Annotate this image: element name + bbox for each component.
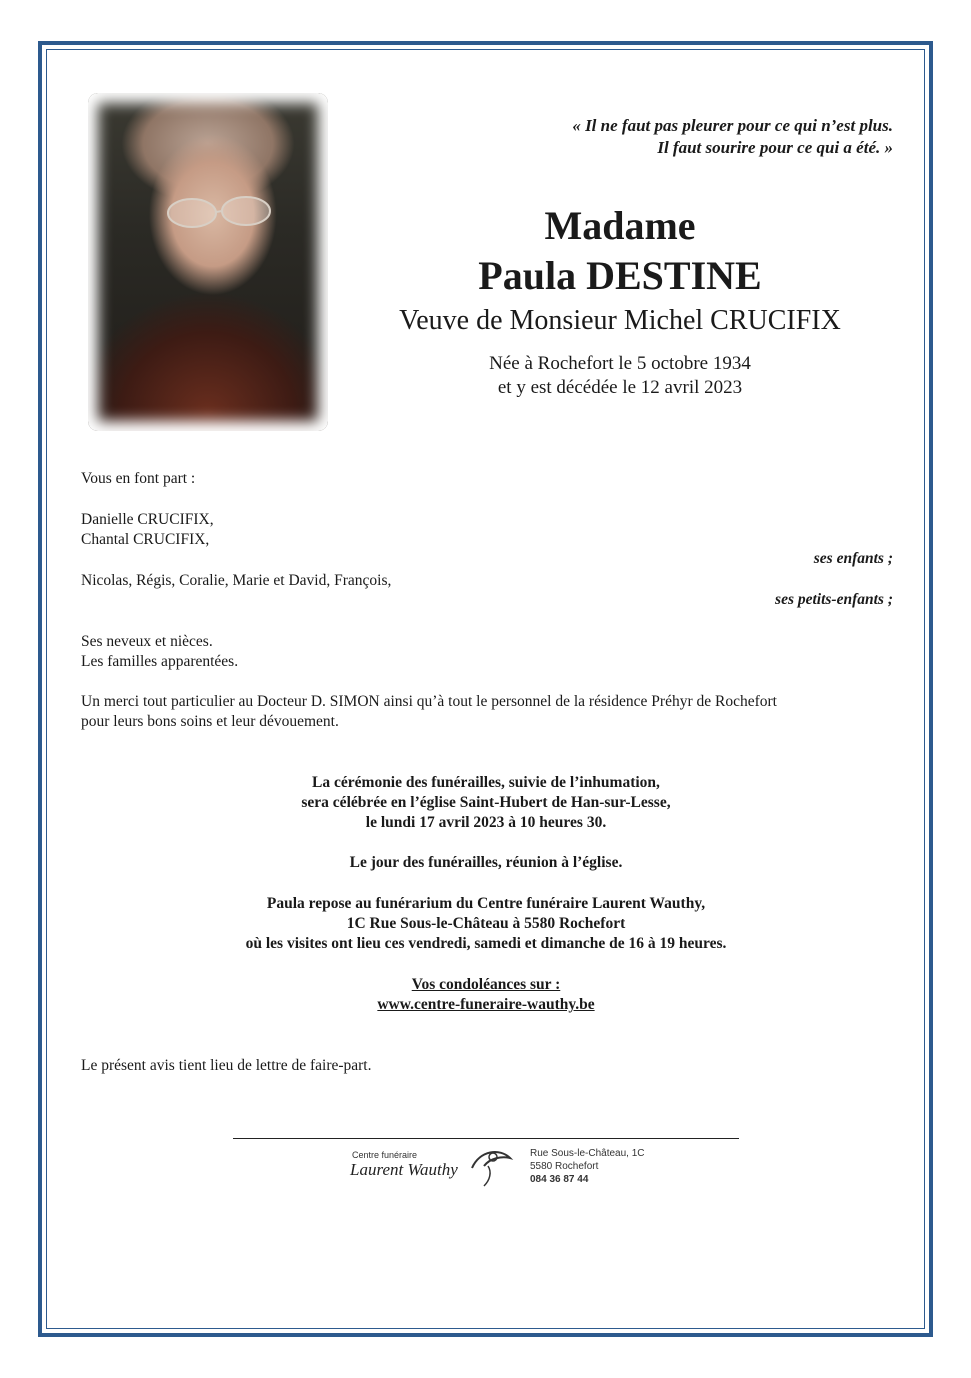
quote [572,115,893,159]
footer-address [530,1147,645,1186]
death-line: et y est décédée le 12 avril 2023 [497,377,743,398]
portrait-photo [88,93,328,431]
logo-script-text: Laurent Wauthy [350,1160,458,1179]
rest-line-2: 1C Rue Sous-le-Château à 5580 Rochefort [346,915,626,932]
rest-line-3: où les visites ont lieu ces vendredi, samedi et dimanche de 16 à 19 heures. [245,935,727,952]
spouse-line: Veuve de Monsieur Michel CRUCIFIX [399,305,841,336]
condolences-link[interactable]: www.centre-funeraire-wauthy.be [377,996,595,1013]
address-line-1: Rue Sous-le-Château, 1C [530,1148,645,1159]
footer-divider [233,1138,739,1139]
ceremony-line-2: sera célébrée en l’église Saint-Hubert de Han-sur-Lesse, [301,794,671,811]
thanks-line-1: Un merci tout particulier au Docteur D. SIMON ainsi qu’à tout le personnel de la résidence Préhyr de Rochefort [81,693,777,710]
families-line: Les familles apparentées. [81,653,239,670]
intro-text: Vous en font part : [81,470,196,487]
ceremony-line-1: La cérémonie des funérailles, suivie de l’inhumation, [312,774,660,791]
thanks-line-2: pour leurs bons soins et leur dévouement. [81,713,339,730]
ceremony-block [81,773,891,833]
dates [330,352,910,400]
salutation: Madame [544,203,696,248]
nephews-line: Ses neveux et nièces. [81,633,213,650]
condolences-label: Vos condoléances sur : [411,976,561,993]
children-list [81,510,214,550]
logo-small-text: Centre funéraire [352,1150,418,1160]
child-1: Danielle CRUCIFIX, [81,511,214,528]
birth-line: Née à Rochefort le 5 octobre 1934 [489,353,751,374]
grandchildren-list: Nicolas, Régis, Coralie, Marie et David, François, [81,572,392,589]
others-list [81,632,238,672]
deceased-name: Paula DESTINE [478,253,762,298]
thanks-text [81,692,777,732]
closing-text: Le présent avis tient lieu de lettre de faire-part. [81,1057,372,1074]
glasses-graphic [166,195,274,231]
meeting-text: Le jour des funérailles, réunion à l’église. [349,854,623,871]
rest-block [81,894,891,954]
funeral-home-logo-icon [466,1144,514,1188]
grandchildren-label: ses petits-enfants ; [775,591,893,608]
children-label: ses enfants ; [813,550,893,567]
quote-line-2: Il faut sourire pour ce qui a été. » [657,138,893,157]
address-line-2: 5580 Rochefort [530,1161,599,1172]
child-2: Chantal CRUCIFIX, [81,531,210,548]
ceremony-line-3: le lundi 17 avril 2023 à 10 heures 30. [365,814,607,831]
condolences-block [81,975,891,1015]
quote-line-1: « Il ne faut pas pleurer pour ce qui n’est plus. [572,116,893,135]
phone: 084 36 87 44 [530,1174,589,1185]
rest-line-1: Paula repose au funérarium du Centre funéraire Laurent Wauthy, [266,895,706,912]
